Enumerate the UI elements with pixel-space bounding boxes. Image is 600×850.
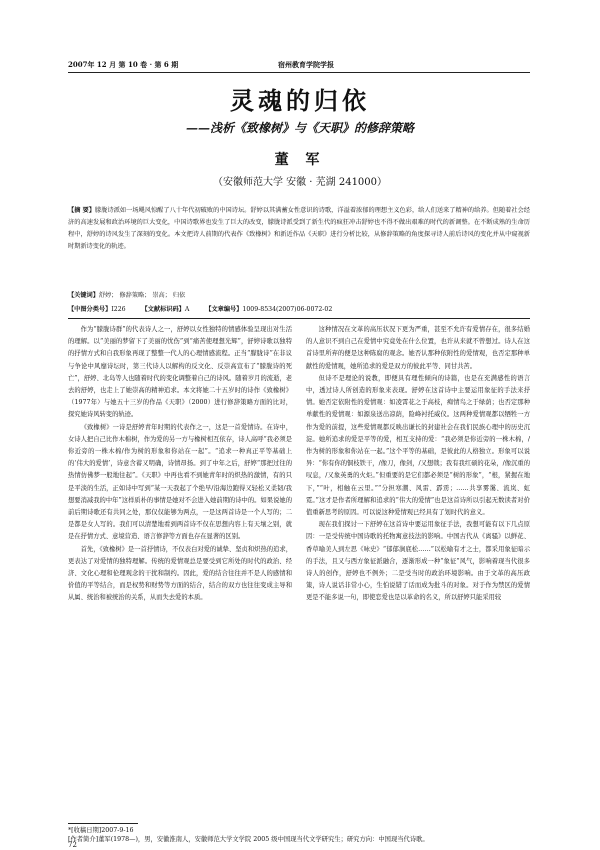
received-date: *[收稿日期]2007-9-16: [68, 827, 134, 834]
paragraph: 现在我们探讨一下舒婷在这首诗中要运用象征手法，我想可能有以下几点原因：一是受传统中国诗歌的托物寓意技法的影响。中国古代从《离骚》以鲜花、香草喻美人到左思《咏史》“郁郁涧底松……”以松喻有才之士，都采用象征暗示的手法，且又与西方象征派融合，逐渐形成一种“象征”风气，影响着现当代很多诗人的创作，舒婷也不例外；二是受当时的政治环境影响。由于文革的高压政策，诗人说话非常小心，生怕说错了话而成为批斗的对象。对于作为禁区的爱情更是不能多说一句，即使恋爱也是以革命的名义，所以舒婷只能采用较: [306, 521, 530, 602]
author-name: 董 军: [274, 152, 326, 168]
article-subtitle: ——浅析《致橡树》与《天职》的修辞策略: [185, 121, 414, 135]
clc-number: 【中图分类号】I226: [68, 306, 126, 313]
article-title: 灵魂的归依: [230, 86, 370, 115]
body-column-left: [68, 324, 292, 822]
abstract-text: 朦胧诗派如一场飓风惊醒了八十年代初破败的中国诗坛。舒婷以其满蓄女性意识的诗歌，洋溢着浓郁的理想主义色彩，给人们送来了精神的给养。但随着社会经济的高速发展和政治环境的巨大变化，中国诗歌界也发生了巨大的改变，朦胧诗派受到了新生代的疯狂冲击舒婷也不得不做出艰难的时代的新调整。在不断成熟的生命历程中，舒婷的诗风发生了深刻的变化。本文把诗人前期的代表作《致橡树》和新近作品《天职》进行分析比较，从修辞策略的角度探寻诗人前后诗风的变化并从中窥视新时期新诗变化的轨迹。: [68, 207, 530, 250]
paragraph: 这种情况在文革的高压状况下更为严重，甚至不允许有爱情存在，很多结婚的人意识不到自己在爱情中究竟处在什么位置，也许从来就不曾想过。诗人在这首诗里所弃的便是这种陈腐的观念。她否认那种依附性的爱情观，也否定那种单献性的爱情观，她所追求的爱是双方的彼此平等、同甘共苦。: [306, 326, 530, 370]
paragraph: 但诗不是理论的说教，即便具有理性倾向的诗篇，也是在充满感性的语言中，透过诗人所创造的形象来表现。舒婷在这首诗中主要运用象征的手法来抒情。她否定依附性的爱情观：如凌霄花之于高枝，痴情鸟之于绿荫；也否定那种单献性的爱情观：如源泉送出凉荫，险峰衬托威仪。这两种爱情观都以牺牲一方作为爱的前提，这些爱情观都反映出谦长的封建社会在我们民族心理中的历史沉淀。她所追求的爱是平等的爱，相互支持的爱：“我必须是你近旁的一株木棉，/作为树的形象和你站在一起。”这个平等的基础，是彼此的人格独立。形象可以说异：“你有你的铜枝铁干，/像刀，像剑，/又想戟；我有我红硕的花朵，/像沉重的叹息，/又象英勇的火炬。”但重要的是它们都必须是“树的形象”，“根，紧握在地下，”“叶，相触在云里。”“分担寒潮、风雷、霹雳；……共享雾霭、流岚、虹霓。”这才是作者所理解和追求的“伟大的爱情”也是这首诗所以引起无数读者对价值重新思考的原因。可以说这种爱情观已经具有了划时代的意义。: [306, 374, 530, 517]
author-bio: [作者简介]董军(1978—)，男，安徽淮南人，安徽师范大学文学院 2005 级中国现当代文学研究生；研究方向：中国现当代诗歌。: [68, 836, 429, 843]
journal-header: [68, 60, 530, 70]
classification-line: [68, 304, 530, 316]
abstract-divider: [68, 318, 530, 319]
keywords: [68, 290, 530, 302]
paragraph: 首先，《致橡树》是一首抒情诗，不仅表白对爱的诚挚、坚贞和炽热的追求，更表达了对爱情的独特理解。传统的爱情观总是要受到它所处的时代的政治、经济、文化心理和伦理观念的干扰和制约。因此，爱的结合往往并不是人的感情和价值的平等结合，而是权势和财势等方面的结合，结合的双方也往往变成主导和从属、统治和被统治的关系，从而失去爱的本质。: [68, 545, 292, 602]
journal-issue: 2007年 12 月 第 10 卷 · 第 6 期: [68, 60, 179, 69]
author-affiliation: （安徽师范大学 安徽 · 芜湖 241000）: [212, 177, 388, 188]
paragraph: 作为“朦胧诗群”的代表诗人之一，舒婷以女性独特的情感体验呈现出对生活的理解。以“美丽的梦留下了美丽的忧伤”到“痛苦使理想光辉”，舒婷诗歌以独特的抒情方式和自我形象再现了整整一代人的心理情感流程。正当“朦胧诗”在非议与争论中风靡诗坛时，第三代诗人以解构的反文化、反崇高宣布了“朦胧诗的死亡”，舒婷、北岛等人也随着时代的变化调整着自己的诗风。随着岁月的流逝，老去的舒婷，也走上了她崇高的精神追求。本文将她二十五岁时的诗作《致橡树》（1977年）与她五十三岁的作品《天职》（2000）进行修辞策略方面的比对，探究她诗风转变的轨迹。: [68, 326, 292, 419]
keywords-label: 【关键词】: [68, 292, 99, 299]
abstract-label: 【摘 要】: [68, 207, 96, 214]
body-column-right: [306, 324, 530, 822]
abstract: [68, 205, 530, 289]
footnote-divider: [68, 823, 138, 824]
footnotes: [68, 826, 530, 844]
document-code: 【文献标识码】A: [141, 306, 190, 313]
paragraph: 《致橡树》一诗是舒婷青年时期的代表作之一，这是一首爱情诗。在诗中，女诗人把自己比作木棉树，作为爱的另一方与橡树相互依存，诗人高呼“我必须是你近旁的一株木棉/作为树的形象和你站在一起”。“追求一种真正平等基础上的‘伟大的爱情’，诗意含蓄又明确，诗情昂扬。到了中年之后，舒婷“那把过往的热情仿佛梦一般地往起”。《天职》中再也看不到她青年时的炽热的激情，有的只是平淡的生活，正如诗中写到“某一天我起了个绝早/沿海边跑得又轻松又柔韧/我想要消减我的中年”这样质朴的事情是她对不会进入她前期的诗中的。如果说她的前后期诗歌还有共同之处，那仅仅能够为两点，一是这两首诗是一个人写的；二是都是女人写的。我们可以清楚地看到两首诗不仅在思想内容上有天壤之别，就是在抒情方式、意境营造、语言修辞等方面也存在显著的区别。: [68, 423, 292, 541]
page-number: 72: [68, 841, 77, 849]
article-number: 【文章编号】1009-8534(2007)06-0072-02: [205, 306, 333, 313]
keywords-text: 舒婷； 修辞策略； 崇高； 归依: [98, 292, 186, 299]
journal-name: 宿州教育学院学报: [278, 60, 334, 69]
header-divider: [68, 72, 530, 73]
